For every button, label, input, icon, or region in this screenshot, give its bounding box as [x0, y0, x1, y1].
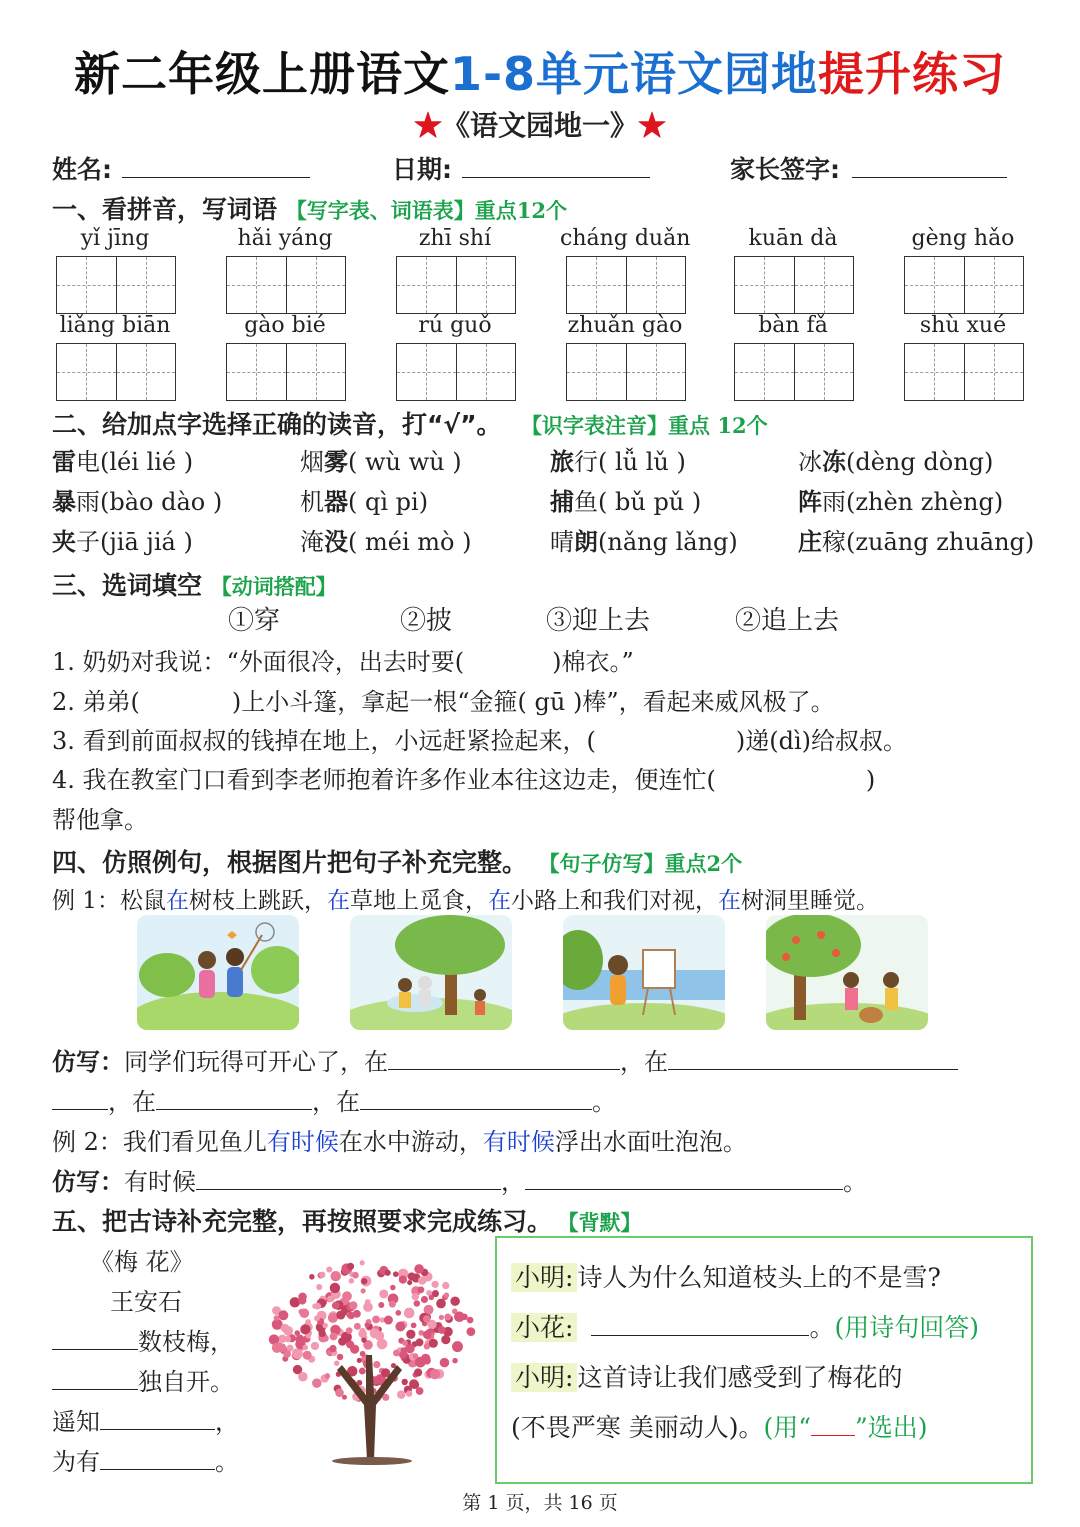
- section5-tag: 【背默】: [568, 1210, 642, 1235]
- dialog-a1: 小花: 。(用诗句回答): [511, 1308, 979, 1344]
- picture-picnic-under-tree: [350, 915, 512, 1030]
- blank-line[interactable]: [156, 1109, 312, 1110]
- answer-line[interactable]: [591, 1335, 809, 1336]
- example-1: 例 1：松鼠在树枝上跳跃，在草地上觅食，在小路上和我们对视，在树洞里睡觉。: [52, 888, 879, 914]
- subtitle-text: 《语文园地一》: [441, 109, 638, 142]
- question-4: 4. 我在教室门口看到李老师抱着许多作业本往这边走，便连忙( ): [52, 766, 876, 794]
- section5-heading: 五、把古诗补充完整，再按照要求完成练习。 【背默】: [52, 1207, 642, 1236]
- section1-tag: 【写字表、词语表】重点12个: [285, 198, 567, 223]
- blank-line[interactable]: [668, 1069, 958, 1070]
- pinyin-label: gào bié: [244, 313, 326, 338]
- question-3: 3. 看到前面叔叔的钱掉在地上，小远赶紧捡起来，( )递(dì)给叔叔。: [52, 727, 908, 755]
- section4-tag: 【句子仿写】重点2个: [549, 851, 743, 876]
- blank-line[interactable]: [52, 1389, 138, 1390]
- dialog-options: (不畏严寒 美丽动人)。(用“ ”选出): [511, 1413, 928, 1442]
- picture-picking-apples: [766, 915, 928, 1030]
- date-field[interactable]: [462, 177, 650, 178]
- poem-title: 《梅 花》: [90, 1248, 194, 1276]
- pinyin-label: cháng duǎn: [560, 226, 691, 251]
- title-part1: 新二年级上册语文: [73, 47, 450, 101]
- pinyin-label: zhī shí: [418, 226, 492, 251]
- reading-item[interactable]: 烟雾( wù wù ): [300, 447, 462, 476]
- blank-line[interactable]: [360, 1109, 592, 1110]
- question-1: 1. 奶奶对我说：“外面很冷，出去时要( )棉衣。”: [52, 648, 634, 676]
- name-field[interactable]: [122, 177, 310, 178]
- pinyin-label: zhuǎn gào: [567, 313, 683, 338]
- writing-grid-box[interactable]: [396, 343, 516, 401]
- star-icon: ★: [413, 109, 442, 142]
- reading-item[interactable]: 雷电(léi lié ): [52, 447, 194, 476]
- reading-item[interactable]: 旅行( lǚ lǔ ): [550, 447, 686, 476]
- sign-label: 家长签字:: [730, 150, 1007, 186]
- example-2: 例 2：我们看见鱼儿有时候在水中游动，有时候浮出水面吐泡泡。: [52, 1128, 747, 1156]
- section3-heading: 三、选词填空 【动词搭配】: [52, 571, 337, 600]
- pinyin-label: gèng hǎo: [911, 226, 1015, 251]
- poem-author: 王安石: [110, 1288, 182, 1316]
- section2-tag: 【识字表注音】重点 12个: [531, 413, 768, 438]
- writing-grid-box[interactable]: [56, 256, 176, 314]
- writing-grid-box[interactable]: [396, 256, 516, 314]
- blank-line[interactable]: [52, 1109, 108, 1110]
- dialog-q2: 小明: 这首诗让我们感受到了梅花的: [511, 1358, 902, 1394]
- section1-heading: 一、看拼音，写词语 【写字表、词语表】重点12个: [52, 195, 567, 224]
- writing-grid-box[interactable]: [566, 343, 686, 401]
- name-label: 姓名:: [52, 150, 310, 186]
- poem-line-3: 遥知 ，: [52, 1408, 239, 1436]
- title-part2: 1-8单元语文园地: [449, 47, 819, 101]
- section3-tag: 【动词搭配】: [210, 574, 337, 599]
- subtitle: [0, 104, 1080, 144]
- writing-grid-box[interactable]: [56, 343, 176, 401]
- blank-line[interactable]: [100, 1429, 215, 1430]
- date-label: 日期:: [392, 150, 650, 186]
- reading-item[interactable]: 夹子(jiā jiá ): [52, 527, 193, 556]
- pinyin-label: liǎng biān: [59, 313, 171, 338]
- writing-grid-box[interactable]: [226, 256, 346, 314]
- writing-grid-box[interactable]: [226, 343, 346, 401]
- reading-item[interactable]: 庄稼(zuāng zhuāng): [798, 527, 1035, 556]
- pinyin-label: kuān dà: [748, 226, 838, 251]
- blank-line[interactable]: [388, 1069, 620, 1070]
- reading-item[interactable]: 阵雨(zhèn zhèng): [798, 487, 1004, 516]
- question-2: 2. 弟弟( )上小斗篷，拿起一根“金箍( gū )棒”，看起来威风极了。: [52, 688, 835, 716]
- section4-heading: 四、仿照例句，根据图片把句子补充完整。 【句子仿写】重点2个: [52, 848, 743, 877]
- sign-field[interactable]: [852, 177, 1007, 178]
- poem-line-1: 数枝梅，: [52, 1322, 234, 1357]
- writing-grid-box[interactable]: [904, 343, 1024, 401]
- imitation-1-cont: ，在 ，在 。: [52, 1082, 616, 1117]
- choice-2: ②披: [400, 606, 453, 636]
- reading-item[interactable]: 冰冻(dèng dòng): [798, 447, 994, 476]
- page-footer: 第 1 页，共 16 页: [462, 1492, 618, 1514]
- writing-grid-box[interactable]: [734, 256, 854, 314]
- section2-heading: 二、给加点字选择正确的读音，打“√”。 【识字表注音】重点 12个: [52, 410, 768, 439]
- blank-line[interactable]: [52, 1349, 138, 1350]
- writing-grid-box[interactable]: [566, 256, 686, 314]
- writing-grid-box[interactable]: [734, 343, 854, 401]
- reading-item[interactable]: 淹没( méi mò ): [300, 527, 472, 556]
- pinyin-label: rú guǒ: [418, 313, 492, 338]
- star-icon: ★: [638, 109, 667, 142]
- choice-3: ③迎上去: [546, 606, 651, 636]
- imitation-2: 仿写：有时候 ， 。: [52, 1168, 867, 1196]
- poem-line-2: 独自开。: [52, 1362, 234, 1397]
- choice-4: ②追上去: [735, 606, 840, 636]
- dialog-q1: 小明: 诗人为什么知道枝头上的不是雪?: [511, 1258, 941, 1294]
- pinyin-label: hǎi yáng: [237, 226, 333, 251]
- picture-girl-painting: [563, 915, 725, 1030]
- pinyin-label: yǐ jīng: [80, 226, 150, 251]
- blank-line[interactable]: [525, 1189, 843, 1190]
- pinyin-label: bàn fǎ: [758, 313, 828, 338]
- reading-item[interactable]: 暴雨(bào dào ): [52, 487, 223, 516]
- reading-item[interactable]: 晴朗(nǎng lǎng): [550, 527, 738, 556]
- picture-kids-catching-butterflies: [137, 915, 299, 1030]
- blank-line[interactable]: [196, 1189, 501, 1190]
- title-part3: 提升练习: [818, 47, 1007, 101]
- choice-1: ①穿: [228, 606, 281, 636]
- reading-item[interactable]: 机器( qì pi): [300, 487, 429, 516]
- plum-tree-picture: [262, 1255, 482, 1465]
- blank-line[interactable]: [100, 1469, 215, 1470]
- imitation-1: 仿写：同学们玩得可开心了，在 ，在: [52, 1042, 958, 1077]
- dialog-box: [495, 1236, 1033, 1484]
- underline-mark: [811, 1435, 855, 1436]
- poem-line-4: 为有 。: [52, 1448, 239, 1476]
- pinyin-label: shù xué: [919, 313, 1007, 338]
- writing-grid-box[interactable]: [904, 256, 1024, 314]
- reading-item[interactable]: 捕鱼( bǔ pǔ ): [550, 487, 702, 516]
- question-4-cont: 帮他拿。: [52, 806, 148, 834]
- page-title: [0, 38, 1080, 104]
